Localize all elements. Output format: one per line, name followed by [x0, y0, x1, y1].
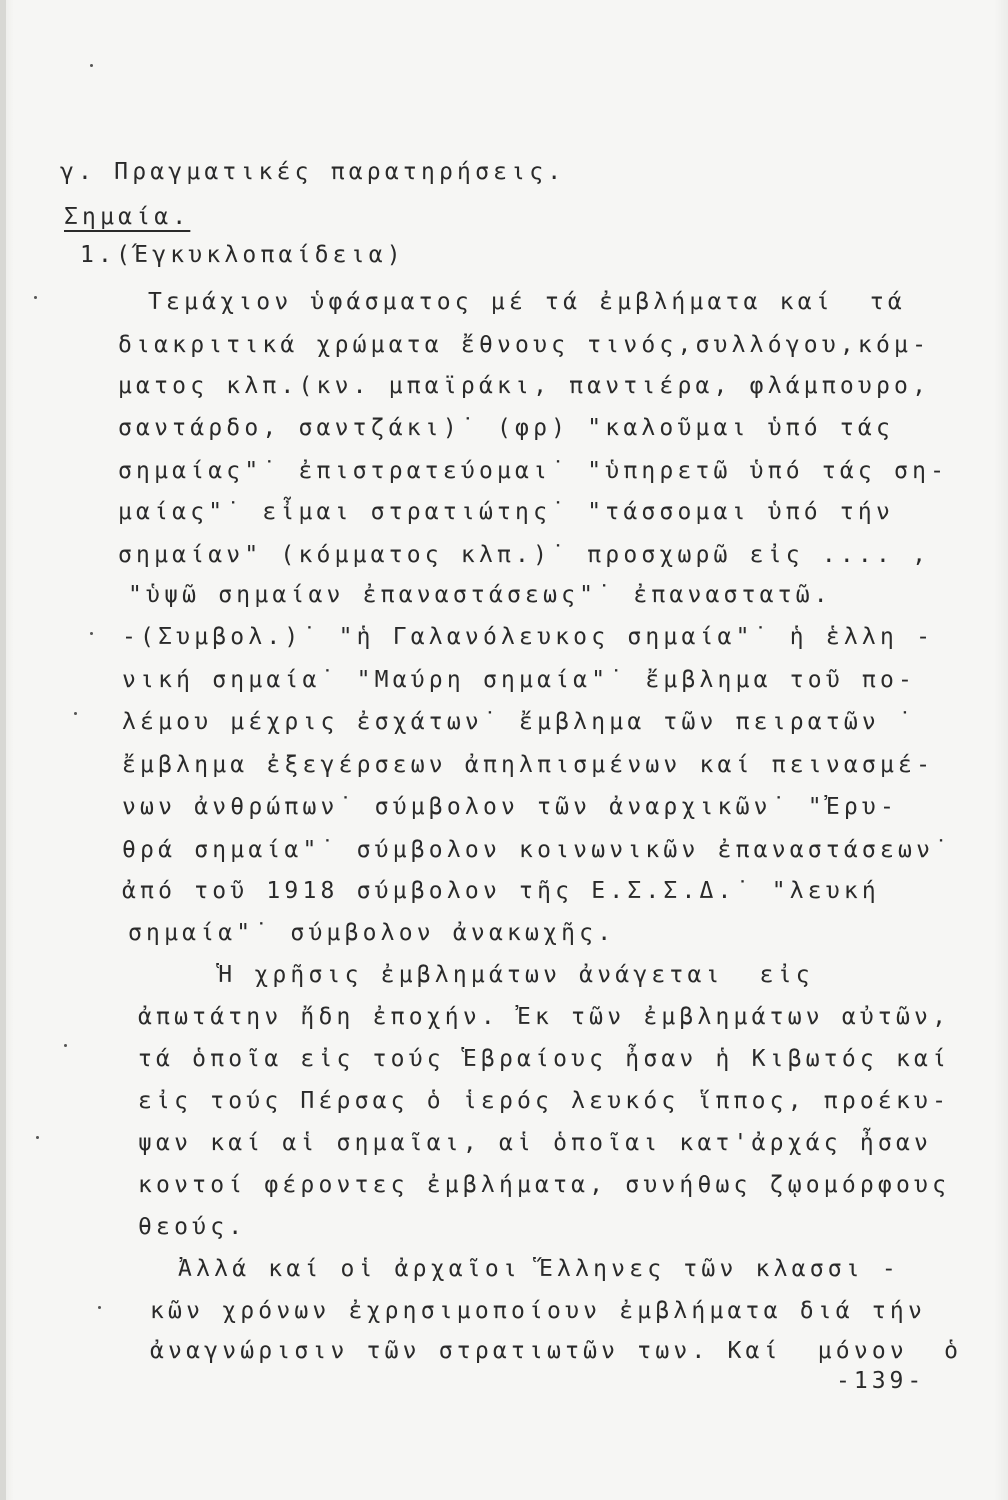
page-number: -139-	[836, 1368, 926, 1394]
entry-source: 1.(Έγκυκλοπαίδεια)	[80, 242, 405, 268]
text-line: "ὑψῶ σημαίαν ἐπαναστάσεως"˙ ἐπαναστατῶ.	[128, 582, 832, 608]
text-line: ἔμβλημα ἐξεγέρσεων ἀπηλπισμένων καί πεινασμέ-	[122, 752, 935, 778]
text-line: σημαία"˙ σύμβολον ἀνακωχῆς.	[128, 920, 616, 946]
text-line: -(Συμβολ.)˙ "ἡ Γαλανόλευκος σημαία"˙ ἡ ἑλλη -	[122, 624, 935, 650]
scan-speck	[74, 712, 77, 715]
text-line: θεούς.	[138, 1214, 247, 1240]
scan-speck	[64, 1044, 67, 1047]
text-line: μαίας"˙ εἶμαι στρατιώτης˙ "τάσσομαι ὑπό τήν	[118, 499, 895, 525]
text-line: εἰς τούς Πέρσας ὁ ἱερός λευκός ἵππος, προέκυ-	[138, 1088, 951, 1114]
text-line: Ἀλλά καί οἱ ἀρχαῖοι Ἕλληνες τῶν κλασσι -	[160, 1256, 900, 1282]
text-line: λέμου μέχρις ἐσχάτων˙ ἔμβλημα τῶν πειρατῶν ˙	[122, 709, 917, 735]
scan-speck	[90, 632, 93, 635]
scan-speck	[36, 1136, 39, 1139]
text-line: νων ἀνθρώπων˙ σύμβολον τῶν ἀναρχικῶν˙ "Ἐρυ-	[122, 794, 899, 820]
text-line: ψαν καί αἱ σημαῖαι, αἱ ὁποῖαι κατ'ἀρχάς ἦσαν	[138, 1130, 933, 1156]
text-line: διακριτικά χρώματα ἔθνους τινός,συλλόγου,κόμ-	[118, 332, 931, 358]
text-line: κοντοί φέροντες ἐμβλήματα, συνήθως ζῳομόρφους	[138, 1172, 951, 1198]
text-line: ἀπό τοῦ 1918 σύμβολον τῆς Ε.Σ.Σ.Δ.˙ "λευκή	[122, 878, 880, 904]
text-line: ἀναγνώρισιν τῶν στρατιωτῶν των. Καί μόνον ὁ	[150, 1338, 963, 1364]
text-line: Τεμάχιον ὑφάσματος μέ τά ἐμβλήματα καί τά	[148, 289, 906, 315]
text-line: Ἡ χρῆσις ἐμβλημάτων ἀνάγεται εἰς	[128, 962, 814, 988]
scan-speck	[98, 1306, 101, 1309]
text-line: ἀπωτάτην ἤδη ἐποχήν. Ἐκ τῶν ἐμβλημάτων αὐτῶν,	[138, 1004, 951, 1030]
scan-speck	[34, 296, 37, 299]
text-line: κῶν χρόνων ἐχρησιμοποίουν ἐμβλήματα διά τήν	[150, 1298, 927, 1324]
text-line: σαντάρδο, σαντζάκι)˙ (φρ) "καλοῦμαι ὑπό τάς	[118, 415, 895, 441]
entry-title: Σημαία.	[64, 204, 191, 230]
scan-speck	[90, 64, 93, 67]
page-edge	[0, 0, 6, 1500]
section-heading: γ. Πραγματικές παρατηρήσεις.	[60, 159, 566, 185]
text-line: θρά σημαία"˙ σύμβολον κοινωνικῶν ἐπαναστάσεων˙	[122, 837, 953, 863]
text-line: τά ὁποῖα εἰς τούς Ἑβραίους ἦσαν ἡ Κιβωτός καί	[138, 1046, 951, 1072]
text-line: σημαίαν" (κόμματος κλπ.)˙ προσχωρῶ εἰς .... ,	[118, 542, 931, 568]
text-line: σημαίας"˙ ἐπιστρατεύομαι˙ "ὑπηρετῶ ὑπό τάς ση-	[118, 458, 949, 484]
text-line: νική σημαία˙ "Μαύρη σημαία"˙ ἔμβλημα τοῦ πο-	[122, 667, 917, 693]
text-line: ματος κλπ.(κν. μπαϊράκι, παντιέρα, φλάμπουρο,	[118, 373, 931, 399]
